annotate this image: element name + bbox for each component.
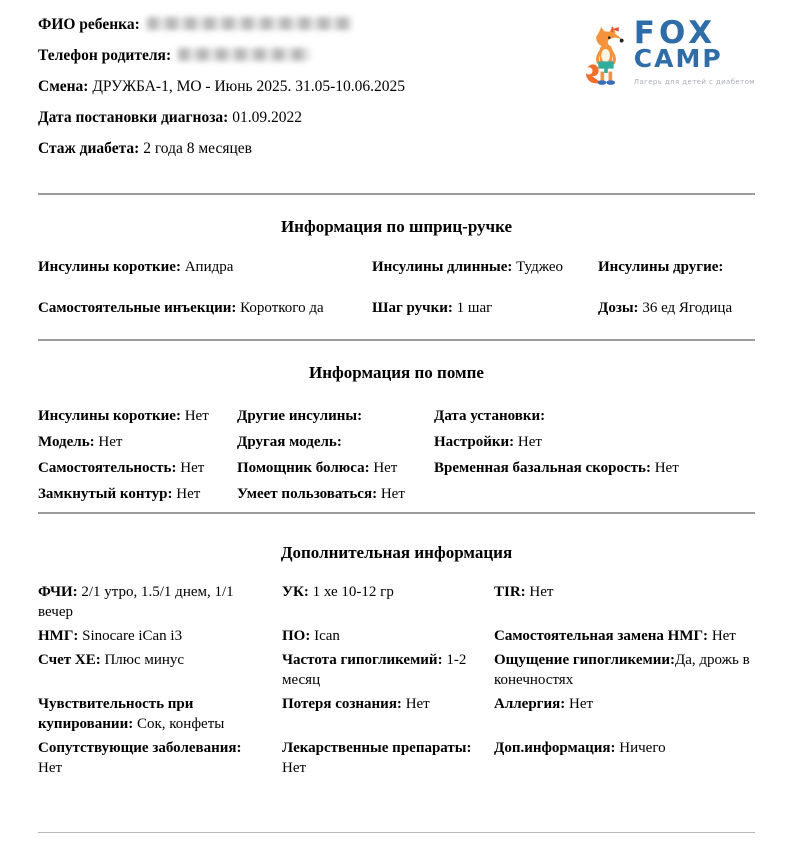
field-value: 1-2 месяц	[282, 652, 467, 688]
field-cell	[282, 582, 494, 622]
field-cell	[434, 484, 755, 504]
field-label: Инсулины короткие:	[38, 408, 181, 424]
header-fields	[38, 15, 583, 170]
header-field	[38, 46, 583, 66]
field-value: Нет	[94, 434, 123, 450]
field-value: Нет	[282, 760, 307, 776]
section-rows	[38, 257, 755, 318]
field-value: Нет	[650, 460, 679, 476]
field-label: Модель:	[38, 434, 95, 450]
foxcamp-logo	[583, 14, 755, 100]
field-cell	[282, 738, 494, 778]
field-value: Нет	[38, 760, 63, 776]
table-row	[38, 458, 755, 478]
divider-pump	[38, 512, 755, 514]
field-label: ФИО ребенка:	[38, 16, 140, 33]
table-row	[38, 650, 755, 690]
field-value: Сок, конфеты	[133, 716, 225, 732]
field-cell	[494, 694, 755, 734]
table-row	[38, 298, 755, 318]
field-value: Ican	[310, 628, 340, 644]
table-row	[38, 738, 755, 778]
field-label: Самостоятельная замена НМГ:	[494, 628, 709, 644]
brand-camp-text: CAMP	[633, 44, 723, 73]
field-value: Нет	[369, 460, 398, 476]
section-additional-info	[38, 542, 755, 778]
field-value: Да, дрожь в конечностях	[494, 652, 750, 688]
field-cell	[38, 432, 237, 452]
field-label: Инсулины короткие:	[38, 259, 181, 275]
field-cell	[38, 650, 282, 690]
table-row	[38, 582, 755, 622]
field-value: Ничего	[615, 740, 666, 756]
field-cell	[494, 626, 755, 646]
field-cell	[372, 298, 598, 318]
field-label: Ощущение гипогликемии:	[494, 652, 675, 668]
field-label: Счет ХЕ:	[38, 652, 101, 668]
field-value: Нет	[172, 486, 201, 502]
field-label: Помощник болюса:	[237, 460, 370, 476]
section-pen-info	[38, 216, 755, 318]
field-value: Нет	[176, 460, 205, 476]
brand-text	[634, 14, 755, 100]
field-value: Нет	[565, 696, 594, 712]
field-value: 2 года 8 месяцев	[139, 140, 252, 157]
field-cell	[282, 626, 494, 646]
document-header	[38, 15, 755, 170]
field-value: Нет	[514, 434, 542, 450]
field-cell	[38, 298, 372, 318]
field-value: 2/1 утро, 1.5/1 днем, 1/1 вечер	[38, 584, 234, 620]
field-cell	[494, 582, 755, 622]
field-cell	[237, 484, 434, 504]
section-rows	[38, 406, 755, 504]
field-value: 1 хе 10-12 гр	[308, 584, 394, 600]
brand-tagline: Лагерь для детей с диабетом	[633, 78, 755, 86]
field-cell	[494, 738, 755, 778]
divider-bottom	[38, 832, 755, 833]
field-label: НМГ:	[38, 628, 79, 644]
field-value: Короткого да	[236, 300, 324, 316]
field-label: Другие инсулины:	[237, 408, 363, 424]
field-cell	[494, 650, 755, 690]
field-label: Доп.информация:	[494, 740, 616, 756]
table-row	[38, 694, 755, 734]
field-label: Другая модель:	[237, 434, 342, 450]
field-label: ФЧИ:	[38, 584, 78, 600]
brand-fox-text: FOX	[633, 15, 717, 51]
section-pump-info	[38, 362, 755, 504]
redacted-name-value	[147, 17, 352, 30]
field-cell	[38, 406, 237, 426]
field-value: Плюс минус	[100, 652, 185, 668]
field-label: Чувствительность при купировании:	[38, 696, 194, 732]
field-label: Умеет пользоваться:	[237, 486, 378, 502]
section-title: Информация по помпе	[309, 363, 484, 382]
section-rows	[38, 582, 755, 778]
field-value: Нет	[525, 584, 554, 600]
field-label: Настройки:	[434, 434, 515, 450]
field-value: Нет	[708, 628, 736, 644]
fox-mascot-icon	[583, 14, 627, 100]
field-label: Дата постановки диагноза:	[38, 109, 229, 126]
field-label: Инсулины другие:	[598, 259, 724, 275]
table-row	[38, 406, 755, 426]
field-cell	[372, 257, 598, 277]
field-value: Нет	[401, 696, 430, 712]
field-cell	[38, 257, 372, 277]
field-cell	[38, 694, 282, 734]
section-title: Дополнительная информация	[280, 543, 513, 562]
field-label: Стаж диабета:	[38, 140, 140, 157]
header-field	[38, 77, 583, 97]
field-label: Телефон родителя:	[38, 47, 172, 64]
divider-header	[38, 193, 755, 195]
header-field	[38, 139, 583, 159]
field-cell	[434, 458, 755, 478]
field-cell	[237, 432, 434, 452]
field-label: Инсулины длинные:	[372, 259, 513, 275]
field-cell	[38, 626, 282, 646]
field-value: Апидра	[180, 259, 234, 275]
field-value: Sinocare iCan i3	[78, 628, 183, 644]
field-cell	[598, 257, 755, 277]
table-row	[38, 626, 755, 646]
field-value: Нет	[180, 408, 209, 424]
field-label: Лекарственные препараты:	[282, 740, 472, 756]
field-cell	[237, 458, 434, 478]
field-cell	[434, 432, 755, 452]
field-cell	[237, 406, 434, 426]
field-value: 36 ед Ягодица	[638, 300, 733, 316]
field-label: Дата установки:	[434, 408, 546, 424]
field-label: Дозы:	[598, 300, 639, 316]
field-cell	[38, 582, 282, 622]
field-value: Нет	[377, 486, 405, 502]
field-cell	[38, 484, 237, 504]
field-label: Замкнутый контур:	[38, 486, 173, 502]
header-field	[38, 108, 583, 128]
field-label: ПО:	[282, 628, 311, 644]
field-value: Туджео	[512, 259, 564, 275]
field-value: 1 шаг	[452, 300, 493, 316]
divider-pen	[38, 339, 755, 341]
field-cell	[38, 458, 237, 478]
field-label: Смена:	[38, 78, 89, 95]
field-cell	[282, 650, 494, 690]
field-cell	[434, 406, 755, 426]
field-label: Самостоятельные инъекции:	[38, 300, 237, 316]
field-cell	[282, 694, 494, 734]
field-label: Частота гипогликемий:	[282, 652, 443, 668]
field-label: Аллергия:	[494, 696, 566, 712]
field-value: ДРУЖБА-1, МО - Июнь 2025. 31.05-10.06.2025	[88, 78, 406, 95]
header-field	[38, 15, 583, 35]
field-label: Сопутствующие заболевания:	[38, 740, 242, 756]
table-row	[38, 432, 755, 452]
field-label: Самостоятельность:	[38, 460, 177, 476]
field-label: Потеря сознания:	[282, 696, 402, 712]
table-row	[38, 484, 755, 504]
table-row	[38, 257, 755, 277]
field-value: 01.09.2022	[228, 109, 302, 126]
redacted-phone-value	[178, 48, 310, 61]
field-label: Шаг ручки:	[372, 300, 453, 316]
section-title: Информация по шприц-ручке	[280, 217, 513, 236]
field-label: Временная базальная скорость:	[434, 460, 651, 476]
field-label: TIR:	[494, 584, 526, 600]
field-cell	[598, 298, 755, 318]
field-cell	[38, 738, 282, 778]
field-label: УК:	[282, 584, 309, 600]
